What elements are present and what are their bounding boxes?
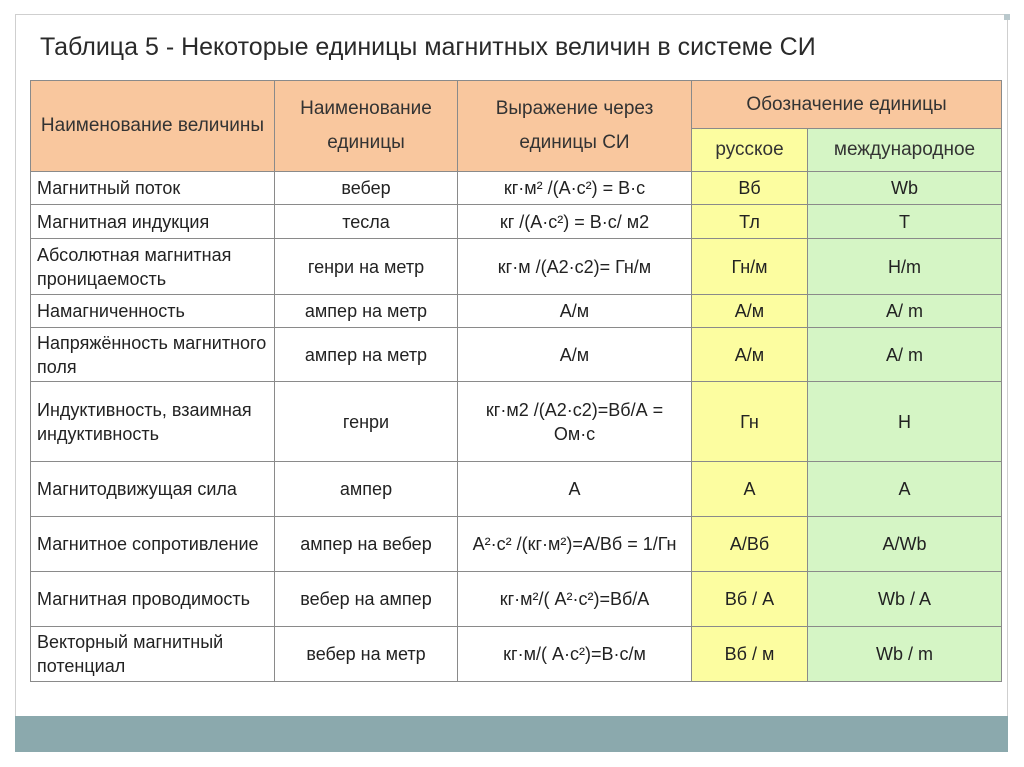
cell-international: A/ m xyxy=(808,295,1002,328)
cell-expression: кг·м /(А2·с2)= Гн/м xyxy=(458,239,692,295)
cell-quantity: Магнитная индукция xyxy=(31,205,275,239)
cell-expression: кг /(А·с²) = В·с/ м2 xyxy=(458,205,692,239)
cell-russian: Вб xyxy=(692,172,808,205)
table-row xyxy=(31,205,1002,239)
table-body xyxy=(31,172,1002,682)
page-title: Таблица 5 - Некоторые единицы магнитных величин в системе СИ xyxy=(40,33,816,61)
cell-unit: ампер xyxy=(275,462,458,517)
header-international: международное xyxy=(808,129,1002,172)
cell-international: H/m xyxy=(808,239,1002,295)
cell-unit: ампер на вебер xyxy=(275,517,458,572)
cell-international: Wb / A xyxy=(808,572,1002,627)
table-row xyxy=(31,295,1002,328)
cell-russian: Тл xyxy=(692,205,808,239)
cell-quantity: Намагниченность xyxy=(31,295,275,328)
cell-russian: Вб / м xyxy=(692,627,808,682)
table-row xyxy=(31,572,1002,627)
header-quantity-name: Наименование величины xyxy=(31,81,275,172)
cell-international: Wb / m xyxy=(808,627,1002,682)
cell-unit: ампер на метр xyxy=(275,328,458,382)
header-unit-name: Наименование единицы xyxy=(275,81,458,172)
cell-quantity: Напряжённость магнитного поля xyxy=(31,328,275,382)
cell-unit: вебер на метр xyxy=(275,627,458,682)
cell-expression: А/м xyxy=(458,328,692,382)
cell-quantity: Индуктивность, взаимная индуктивность xyxy=(31,382,275,462)
cell-expression: кг·м/( А·с²)=В·с/м xyxy=(458,627,692,682)
cell-expression: А²·с² /(кг·м²)=А/Вб = 1/Гн xyxy=(458,517,692,572)
cell-unit: вебер xyxy=(275,172,458,205)
header-designation: Обозначение единицы xyxy=(692,81,1002,129)
cell-expression: кг·м2 /(А2·с2)=Вб/А = Ом·с xyxy=(458,382,692,462)
cell-international: A/ m xyxy=(808,328,1002,382)
cell-expression: кг·м²/( А²·с²)=Вб/А xyxy=(458,572,692,627)
cell-unit: вебер на ампер xyxy=(275,572,458,627)
cell-russian: Гн xyxy=(692,382,808,462)
cell-quantity: Магнитодвижущая сила xyxy=(31,462,275,517)
cell-unit: ампер на метр xyxy=(275,295,458,328)
bottom-bar xyxy=(15,716,1008,752)
cell-russian: Гн/м xyxy=(692,239,808,295)
cell-russian: А/м xyxy=(692,328,808,382)
cell-unit: генри на метр xyxy=(275,239,458,295)
table-row xyxy=(31,382,1002,462)
cell-unit: генри xyxy=(275,382,458,462)
cell-expression: А xyxy=(458,462,692,517)
table-row xyxy=(31,462,1002,517)
cell-russian: А xyxy=(692,462,808,517)
header-russian: русское xyxy=(692,129,808,172)
cell-quantity: Магнитное сопротивление xyxy=(31,517,275,572)
corner-mark xyxy=(1004,14,1010,20)
header-expression: Выражение через единицы СИ xyxy=(458,81,692,172)
cell-quantity: Магнитный поток xyxy=(31,172,275,205)
cell-russian: А/Вб xyxy=(692,517,808,572)
cell-international: H xyxy=(808,382,1002,462)
cell-russian: А/м xyxy=(692,295,808,328)
cell-international: Wb xyxy=(808,172,1002,205)
cell-russian: Вб / А xyxy=(692,572,808,627)
table-row xyxy=(31,172,1002,205)
cell-expression: А/м xyxy=(458,295,692,328)
cell-expression: кг·м² /(А·с²) = В·с xyxy=(458,172,692,205)
units-table xyxy=(30,80,1002,682)
table-row xyxy=(31,328,1002,382)
cell-quantity: Абсолютная магнитная проницаемость xyxy=(31,239,275,295)
cell-quantity: Магнитная проводимость xyxy=(31,572,275,627)
cell-international: T xyxy=(808,205,1002,239)
cell-quantity: Векторный магнитный потенциал xyxy=(31,627,275,682)
cell-international: A xyxy=(808,462,1002,517)
table-row xyxy=(31,517,1002,572)
table-container xyxy=(30,80,1001,682)
cell-international: A/Wb xyxy=(808,517,1002,572)
cell-unit: тесла xyxy=(275,205,458,239)
table-row xyxy=(31,239,1002,295)
table-row xyxy=(31,627,1002,682)
